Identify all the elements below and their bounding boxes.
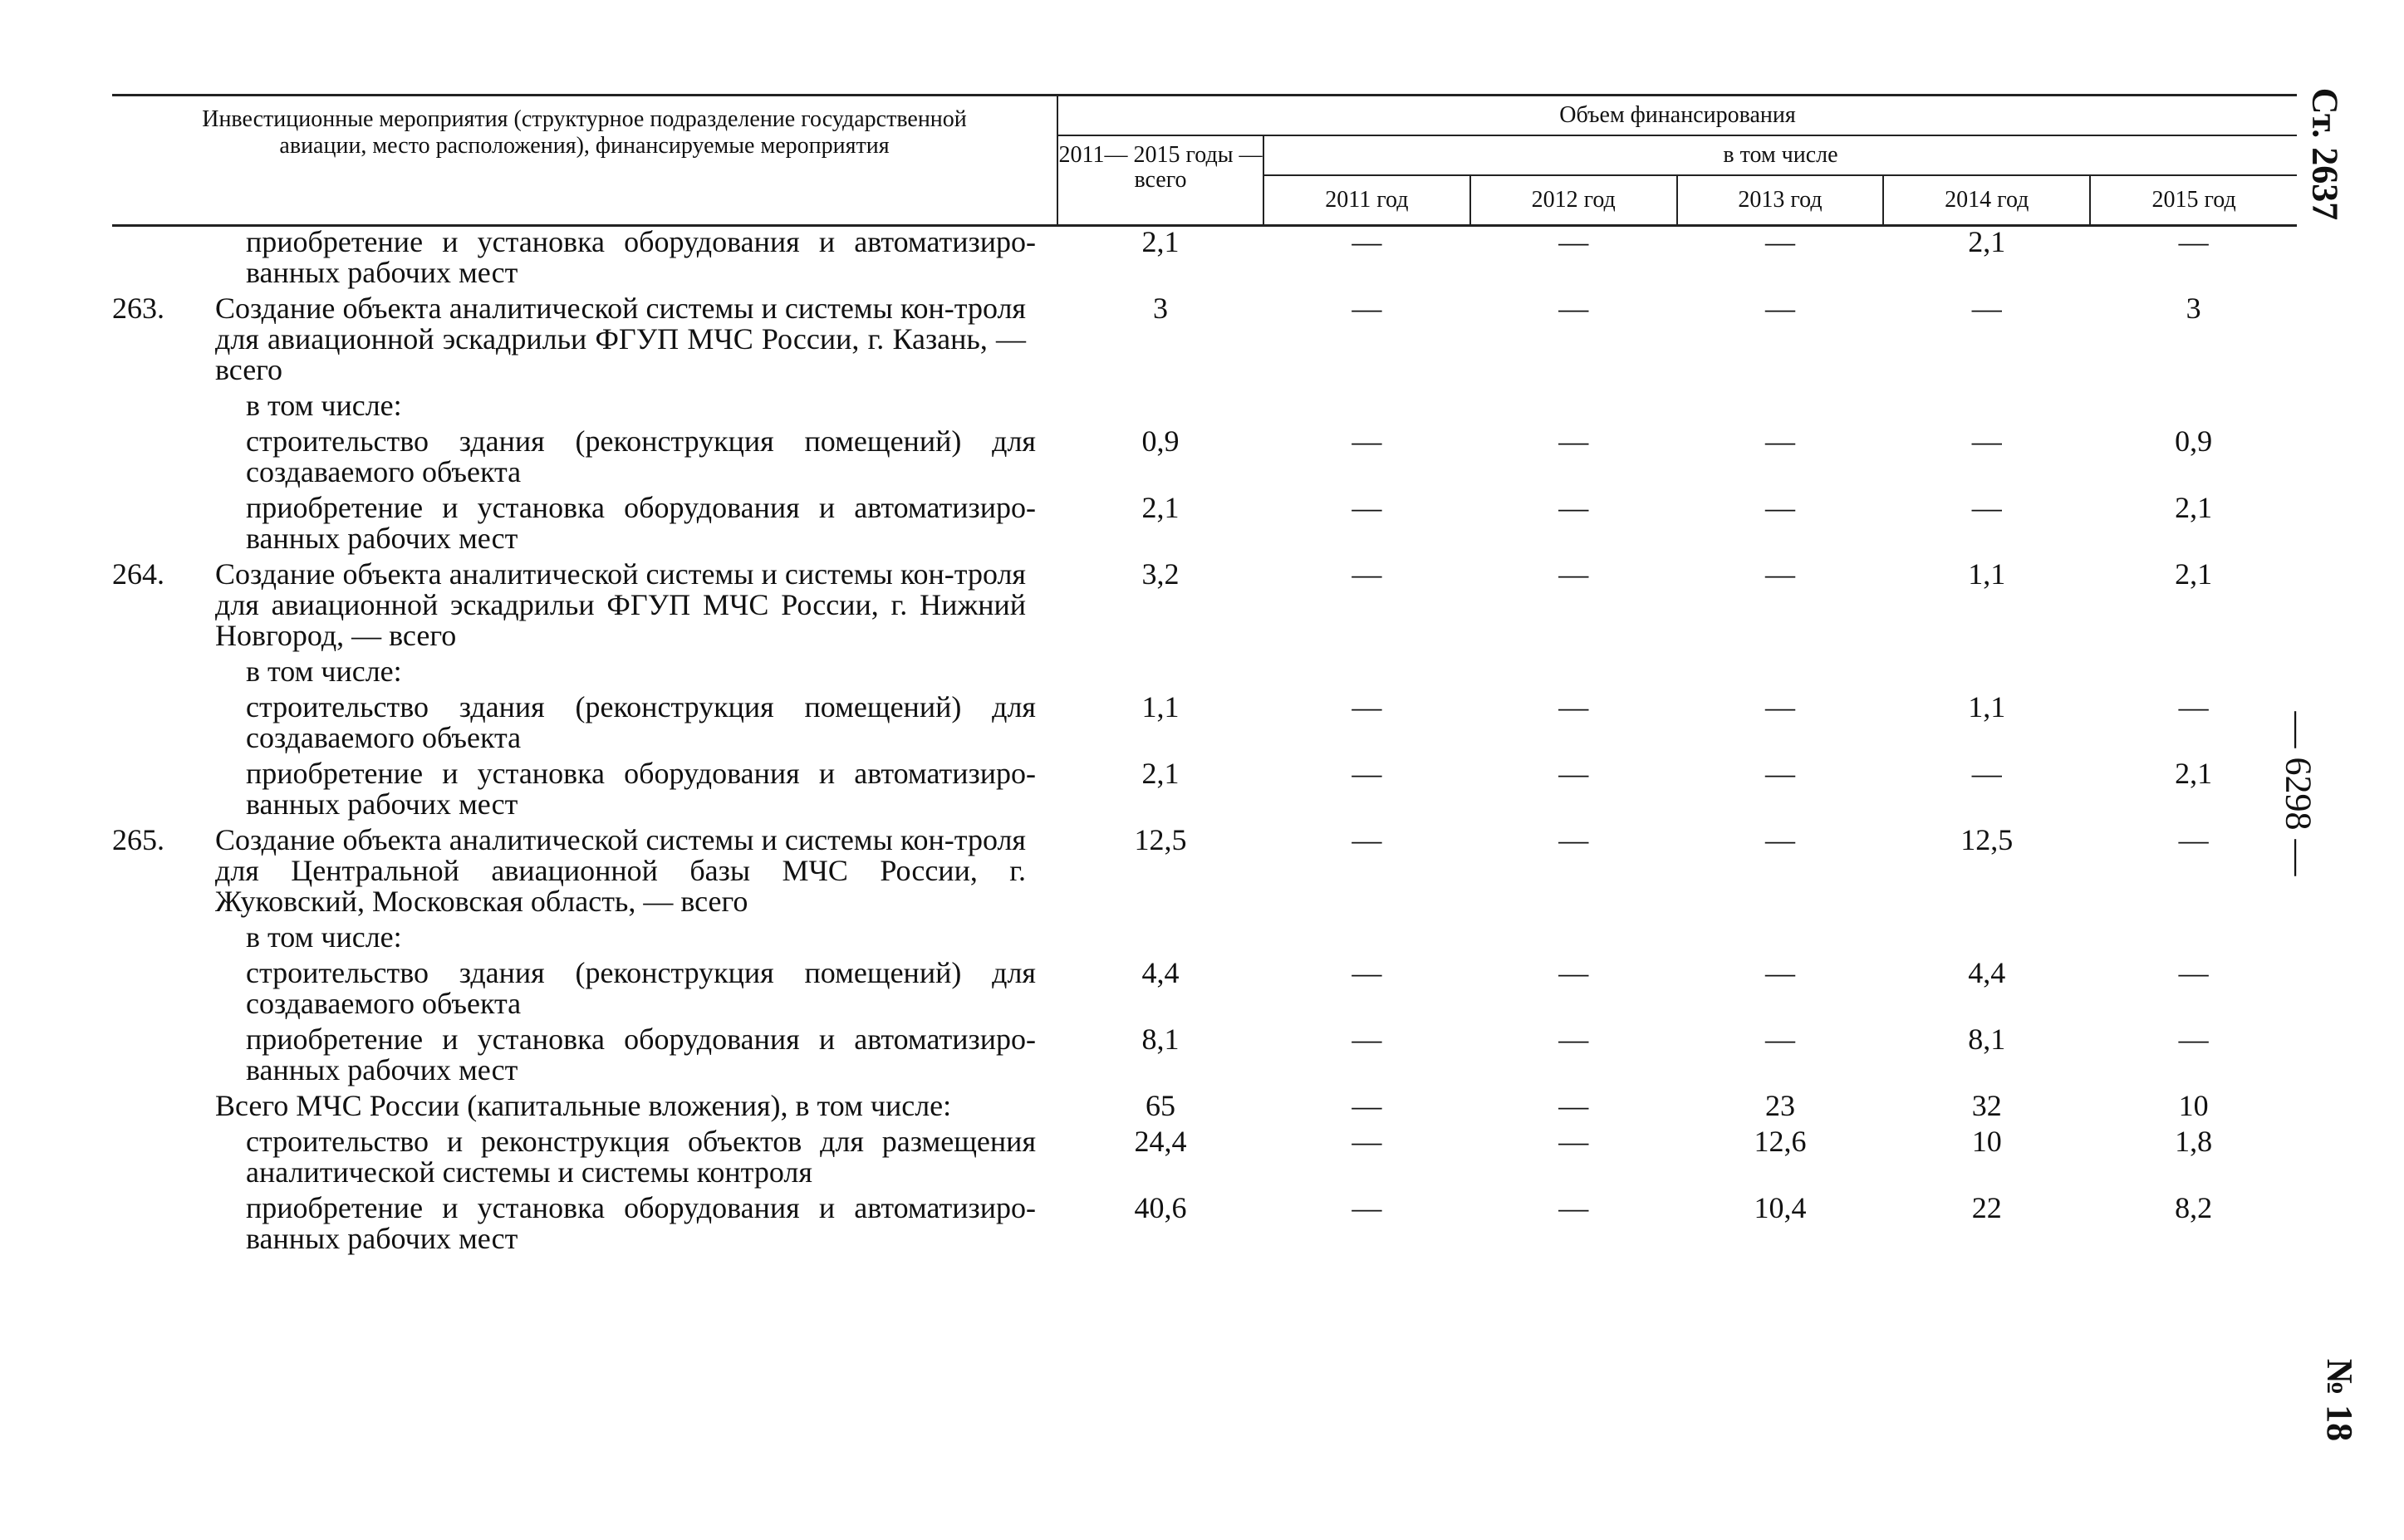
activity-cell <box>112 288 1057 385</box>
total-cell: 2,1 <box>1141 225 1180 258</box>
header-including: в том числе <box>1263 135 2297 175</box>
year-cell-2013: — <box>1764 424 1795 458</box>
year-cell-2014: — <box>1971 757 2002 790</box>
header-funding: Объем финансирования <box>1057 96 2297 136</box>
activity-cell: в том числе: <box>246 389 402 422</box>
year-cell-2012: — <box>1558 292 1589 325</box>
activity-cell: приобретение и установка оборудования и автоматизиро-ванных рабочих мест <box>246 757 1036 821</box>
total-cell: 2,1 <box>1141 757 1180 790</box>
total-cell: 8,1 <box>1141 1023 1180 1056</box>
table-row <box>112 820 2297 917</box>
table-row <box>112 421 2297 488</box>
year-cell-2015: — <box>2178 1023 2209 1056</box>
year-cell-2015: 8,2 <box>2175 1191 2213 1224</box>
year-cell-2014: 1,1 <box>1968 557 2006 591</box>
header-year-2012: 2012 год <box>1470 175 1677 226</box>
year-cell-2015 <box>2090 917 2297 953</box>
year-cell-2011: — <box>1352 823 1382 856</box>
total-cell: 3,2 <box>1141 557 1180 591</box>
year-cell-2014: 32 <box>1971 1089 2002 1122</box>
year-cell-2014: 10 <box>1971 1125 2002 1158</box>
year-cell-2014 <box>1883 385 2090 421</box>
year-cell-2012: — <box>1558 491 1589 524</box>
table-row <box>112 687 2297 753</box>
activity-cell: строительство здания (реконструкция помещений) для создаваемого объекта <box>246 424 1036 488</box>
year-cell-2011: — <box>1352 1023 1382 1056</box>
year-cell-2015: — <box>2178 225 2209 258</box>
activity-cell: приобретение и установка оборудования и автоматизиро-ванных рабочих мест <box>246 1191 1036 1255</box>
year-cell-2013: 12,6 <box>1754 1125 1807 1158</box>
year-cell-2013: — <box>1764 690 1795 723</box>
year-cell-2012: — <box>1558 757 1589 790</box>
year-cell-2015: 2,1 <box>2175 757 2213 790</box>
activity-text: Всего МЧС России (капитальные вложения), в том числе: <box>215 1089 952 1122</box>
activity-cell: приобретение и установка оборудования и автоматизиро-ванных рабочих мест <box>246 225 1036 289</box>
total-cell: 2,1 <box>1141 491 1180 524</box>
year-cell-2012: — <box>1558 1023 1589 1056</box>
year-cell-2011 <box>1263 651 1470 687</box>
year-cell-2014: 2,1 <box>1968 225 2006 258</box>
activity-cell: приобретение и установка оборудования и автоматизиро-ванных рабочих мест <box>246 1023 1036 1086</box>
header-year-2014: 2014 год <box>1883 175 2090 226</box>
table-row <box>112 554 2297 651</box>
activity-text: Создание объекта аналитической системы и системы кон-троля для авиационной эскадрильи ФГУП МЧС России, г. Казань, — всего <box>215 292 1026 386</box>
total-cell: 0,9 <box>1141 424 1180 458</box>
year-cell-2014 <box>1883 651 2090 687</box>
total-cell: 4,4 <box>1141 956 1180 989</box>
total-cell: 65 <box>1146 1089 1175 1122</box>
table-header <box>112 96 2297 226</box>
year-cell-2011 <box>1263 917 1470 953</box>
year-cell-2014: 4,4 <box>1968 956 2006 989</box>
year-cell-2012: — <box>1558 1191 1589 1224</box>
year-cell-2014: — <box>1971 424 2002 458</box>
year-cell-2011: — <box>1352 1089 1382 1122</box>
year-cell-2013 <box>1677 385 1884 421</box>
activity-cell: в том числе: <box>246 655 402 688</box>
table-row <box>112 488 2297 554</box>
total-cell: 12,5 <box>1134 823 1187 856</box>
year-cell-2013: 10,4 <box>1754 1191 1807 1224</box>
table-row <box>112 385 2297 421</box>
year-cell-2012 <box>1470 385 1677 421</box>
year-cell-2011: — <box>1352 424 1382 458</box>
table-row <box>112 1019 2297 1086</box>
table-row <box>112 226 2297 289</box>
item-number: 264. <box>112 557 164 591</box>
table-body <box>112 226 2297 1255</box>
year-cell-2014: 22 <box>1971 1191 2002 1224</box>
total-cell <box>1057 917 1263 953</box>
year-cell-2015 <box>2090 651 2297 687</box>
activity-cell: строительство и реконструкция объектов для размещения аналитической системы и системы контроля <box>246 1125 1036 1189</box>
year-cell-2014: 12,5 <box>1960 823 2014 856</box>
document-page <box>112 94 2297 1254</box>
year-cell-2014 <box>1883 917 2090 953</box>
total-cell: 24,4 <box>1134 1125 1187 1158</box>
activity-cell: строительство здания (реконструкция помещений) для создаваемого объекта <box>246 956 1036 1020</box>
year-cell-2012: — <box>1558 424 1589 458</box>
year-cell-2012 <box>1470 917 1677 953</box>
year-cell-2012: — <box>1558 1089 1589 1122</box>
activity-cell <box>112 1086 1057 1121</box>
header-total: 2011— 2015 годы — всего <box>1057 135 1263 226</box>
activity-cell: в том числе: <box>246 920 402 954</box>
year-cell-2012: — <box>1558 956 1589 989</box>
funding-table <box>112 94 2297 1254</box>
year-cell-2013: — <box>1764 823 1795 856</box>
item-number: 265. <box>112 823 164 856</box>
year-cell-2015: 2,1 <box>2175 491 2213 524</box>
year-cell-2011: — <box>1352 1125 1382 1158</box>
year-cell-2011: — <box>1352 292 1382 325</box>
year-cell-2015 <box>2090 385 2297 421</box>
year-cell-2012: — <box>1558 557 1589 591</box>
year-cell-2012: — <box>1558 225 1589 258</box>
year-cell-2013: — <box>1764 757 1795 790</box>
activity-cell: приобретение и установка оборудования и автоматизиро-ванных рабочих мест <box>246 491 1036 555</box>
table-row <box>112 917 2297 953</box>
activity-text: Создание объекта аналитической системы и системы кон-троля для авиационной эскадрильи ФГУП МЧС России, г. Нижний Новгород, — всего <box>215 557 1026 652</box>
year-cell-2011: — <box>1352 1191 1382 1224</box>
year-cell-2014: 8,1 <box>1968 1023 2006 1056</box>
year-cell-2015: 0,9 <box>2175 424 2213 458</box>
year-cell-2015: 1,8 <box>2175 1125 2213 1158</box>
table-row <box>112 1188 2297 1254</box>
year-cell-2011: — <box>1352 757 1382 790</box>
year-cell-2013: — <box>1764 1023 1795 1056</box>
page-number: — 6298 — <box>2278 711 2319 876</box>
year-cell-2013: — <box>1764 225 1795 258</box>
total-cell: 1,1 <box>1141 690 1180 723</box>
page-label: Ст. 2637 <box>2303 87 2345 221</box>
activity-cell <box>112 820 1057 917</box>
total-cell <box>1057 385 1263 421</box>
table-row <box>112 1086 2297 1121</box>
total-cell: 3 <box>1153 292 1168 325</box>
header-activity: Инвестиционные мероприятия (структурное подразделение государственной авиации, место расположения), финансируемые мероприятия <box>112 96 1057 226</box>
total-cell <box>1057 651 1263 687</box>
year-cell-2013: — <box>1764 557 1795 591</box>
year-cell-2013 <box>1677 917 1884 953</box>
year-cell-2011: — <box>1352 491 1382 524</box>
table-row <box>112 288 2297 385</box>
year-cell-2011 <box>1263 385 1470 421</box>
header-year-2013: 2013 год <box>1677 175 1884 226</box>
year-cell-2014: 1,1 <box>1968 690 2006 723</box>
year-cell-2015: 10 <box>2178 1089 2209 1122</box>
table-row <box>112 1121 2297 1188</box>
table-row <box>112 753 2297 820</box>
header-year-2011: 2011 год <box>1263 175 1470 226</box>
year-cell-2013: 23 <box>1764 1089 1795 1122</box>
header-year-2015: 2015 год <box>2090 175 2297 226</box>
year-cell-2013: — <box>1764 491 1795 524</box>
year-cell-2011: — <box>1352 557 1382 591</box>
year-cell-2015: 3 <box>2186 292 2201 325</box>
year-cell-2011: — <box>1352 956 1382 989</box>
year-cell-2012 <box>1470 651 1677 687</box>
table-row <box>112 953 2297 1019</box>
year-cell-2011: — <box>1352 690 1382 723</box>
issue-number: № 18 <box>2318 1358 2360 1442</box>
total-cell: 40,6 <box>1134 1191 1187 1224</box>
activity-cell: строительство здания (реконструкция помещений) для создаваемого объекта <box>246 690 1036 754</box>
year-cell-2015: — <box>2178 690 2209 723</box>
year-cell-2013 <box>1677 651 1884 687</box>
year-cell-2013: — <box>1764 292 1795 325</box>
year-cell-2011: — <box>1352 225 1382 258</box>
year-cell-2012: — <box>1558 1125 1589 1158</box>
table-row <box>112 651 2297 687</box>
year-cell-2015: — <box>2178 823 2209 856</box>
year-cell-2015: — <box>2178 956 2209 989</box>
year-cell-2014: — <box>1971 491 2002 524</box>
activity-text: Создание объекта аналитической системы и системы кон-троля для Центральной авиационной базы МЧС России, г. Жуковский, Московская область, — всего <box>215 823 1026 918</box>
year-cell-2012: — <box>1558 690 1589 723</box>
year-cell-2014: — <box>1971 292 2002 325</box>
year-cell-2012: — <box>1558 823 1589 856</box>
year-cell-2015: 2,1 <box>2175 557 2213 591</box>
item-number: 263. <box>112 292 164 325</box>
activity-cell <box>112 554 1057 651</box>
year-cell-2013: — <box>1764 956 1795 989</box>
